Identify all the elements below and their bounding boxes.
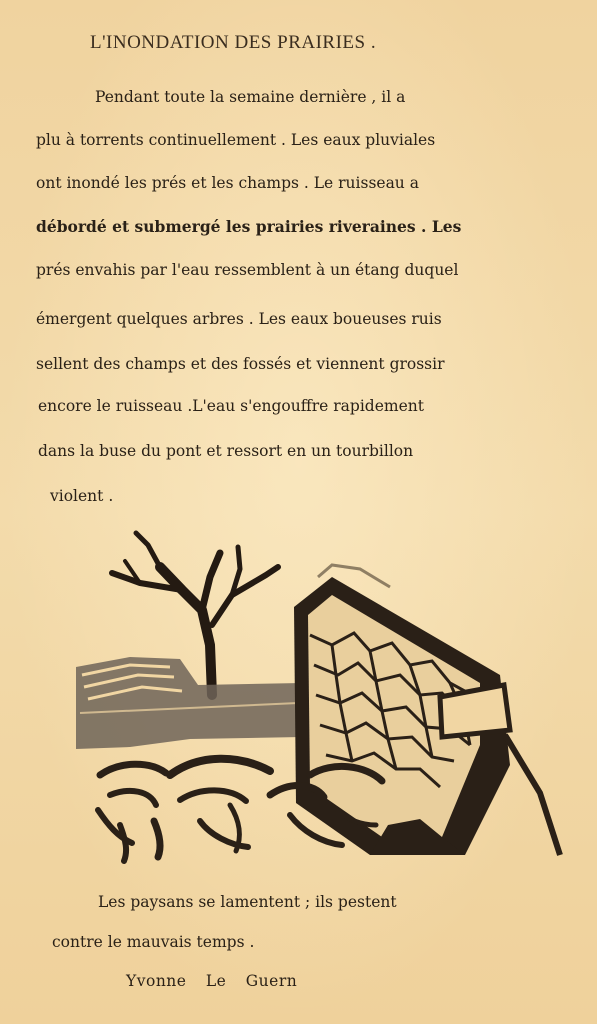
paragraph-line: Pendant toute la semaine dernière , il a	[95, 88, 406, 106]
field-bank	[76, 657, 302, 749]
paragraph-line: ont inondé les prés et les champs . Le ruisseau a	[36, 174, 419, 192]
paragraph-line: violent .	[50, 487, 114, 505]
paragraph-line: dans la buse du pont et ressort en un tourbillon	[38, 442, 414, 460]
page-title: L'INONDATION DES PRAIRIES .	[90, 32, 377, 53]
paragraph-line: émergent quelques arbres . Les eaux boueuses ruis	[36, 310, 442, 328]
author-signature: Yvonne Le Guern	[126, 972, 298, 990]
flood-woodcut-illustration	[70, 525, 565, 865]
closing-line: Les paysans se lamentent ; ils pestent	[98, 893, 397, 911]
paragraph-line: sellent des champs et des fossés et viennent grossir	[36, 355, 445, 373]
stone-bridge	[294, 565, 560, 855]
closing-line: contre le mauvais temps .	[52, 933, 255, 951]
paragraph-line: encore le ruisseau .L'eau s'engouffre rapidement	[38, 397, 424, 415]
paragraph-line: débordé et submergé les prairies riveraines . Les	[36, 217, 462, 236]
paragraph-line: prés envahis par l'eau ressemblent à un étang duquel	[36, 261, 459, 279]
paragraph-line: plu à torrents continuellement . Les eaux pluviales	[36, 131, 436, 149]
